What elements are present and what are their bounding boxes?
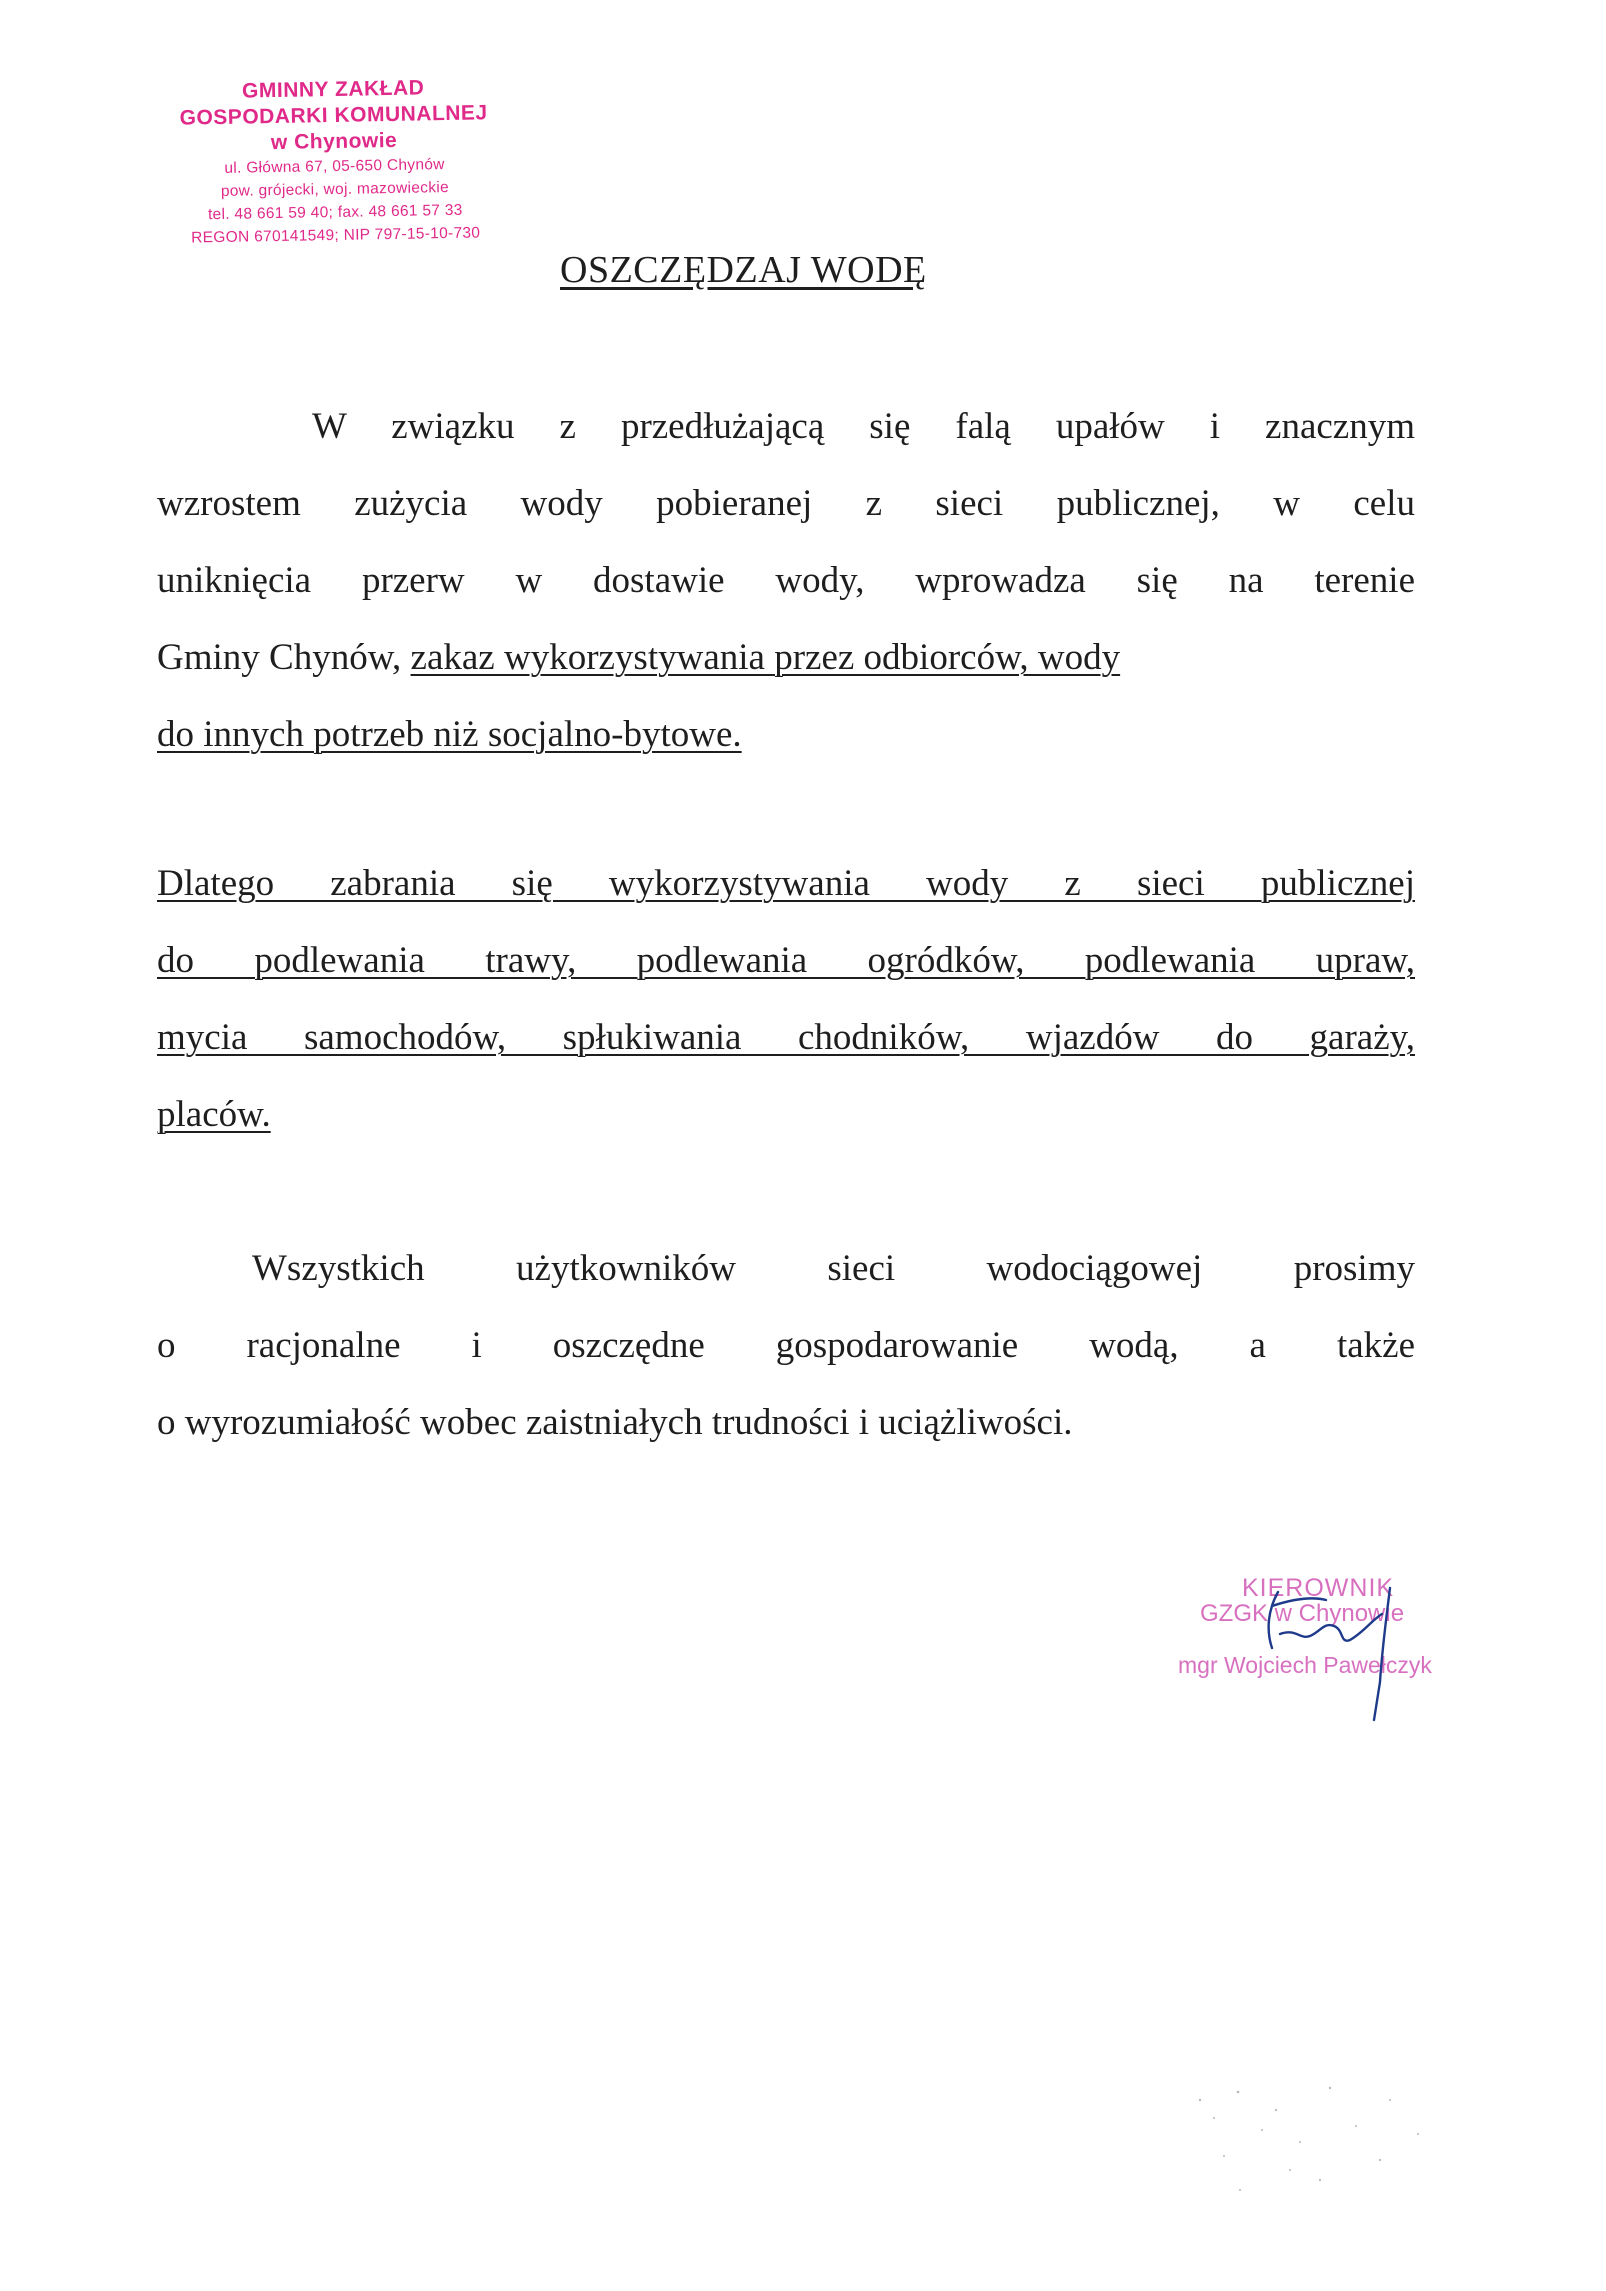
handwritten-signature	[1150, 1570, 1470, 1730]
underlined-text: zakaz wykorzystywania przez odbiorców, wody	[410, 637, 1121, 678]
stamp-line: tel. 48 661 59 40; fax. 48 661 57 33	[207, 201, 463, 224]
paragraph-prohibitions	[157, 845, 1415, 1153]
underlined-text: do podlewania trawy, podlewania ogródków, podlewania upraw,	[157, 940, 1415, 981]
signature-title: KIEROWNIK	[1242, 1574, 1395, 1602]
stamp-line: REGON 670141549; NIP 797-15-10-730	[191, 224, 481, 247]
stamp-line: GOSPODARKI KOMUNALNEJ	[179, 101, 488, 130]
paragraph-request	[157, 1230, 1415, 1461]
stamp-line: pow. grójecki, woj. mazowieckie	[220, 178, 450, 200]
text-line: o wyrozumiałość wobec zaistniałych trudności i uciążliwości.	[157, 1402, 1073, 1443]
text-line: uniknięcia przerw w dostawie wody, wprowadza się na terenie	[157, 560, 1415, 601]
text-line: o racjonalne i oszczędne gospodarowanie wodą, a także	[157, 1325, 1415, 1366]
institution-stamp	[160, 74, 509, 250]
underlined-text: Dlatego zabrania się wykorzystywania wody z sieci publicznej	[157, 863, 1415, 904]
underlined-text: do innych potrzeb niż socjalno-bytowe.	[157, 714, 742, 755]
document-title: OSZCZĘDZAJ WODĘ	[560, 249, 927, 291]
signature-stamp	[1150, 1570, 1470, 1730]
text-line: wzrostem zużycia wody pobieranej z sieci publicznej, w celu	[157, 483, 1415, 524]
signature-name: mgr Wojciech Pawełczyk	[1178, 1652, 1432, 1678]
underlined-text: placów.	[157, 1094, 271, 1135]
signature-unit: GZGK w Chynowie	[1200, 1600, 1405, 1627]
underlined-text: mycia samochodów, spłukiwania chodników, wjazdów do garaży,	[157, 1017, 1415, 1058]
stamp-line: GMINNY ZAKŁAD	[241, 76, 425, 103]
scan-noise	[1180, 2070, 1440, 2230]
text-line: Wszystkich użytkowników sieci wodociągowej prosimy	[252, 1248, 1415, 1289]
paragraph-restriction	[157, 388, 1415, 773]
stamp-line: ul. Główna 67, 05-650 Chynów	[224, 156, 445, 177]
text-segment: Gminy Chynów,	[157, 637, 411, 678]
stamp-line: w Chynowie	[270, 128, 398, 155]
text-line: W związku z przedłużającą się falą upałów i znacznym	[312, 406, 1415, 447]
text-line	[157, 619, 1415, 696]
